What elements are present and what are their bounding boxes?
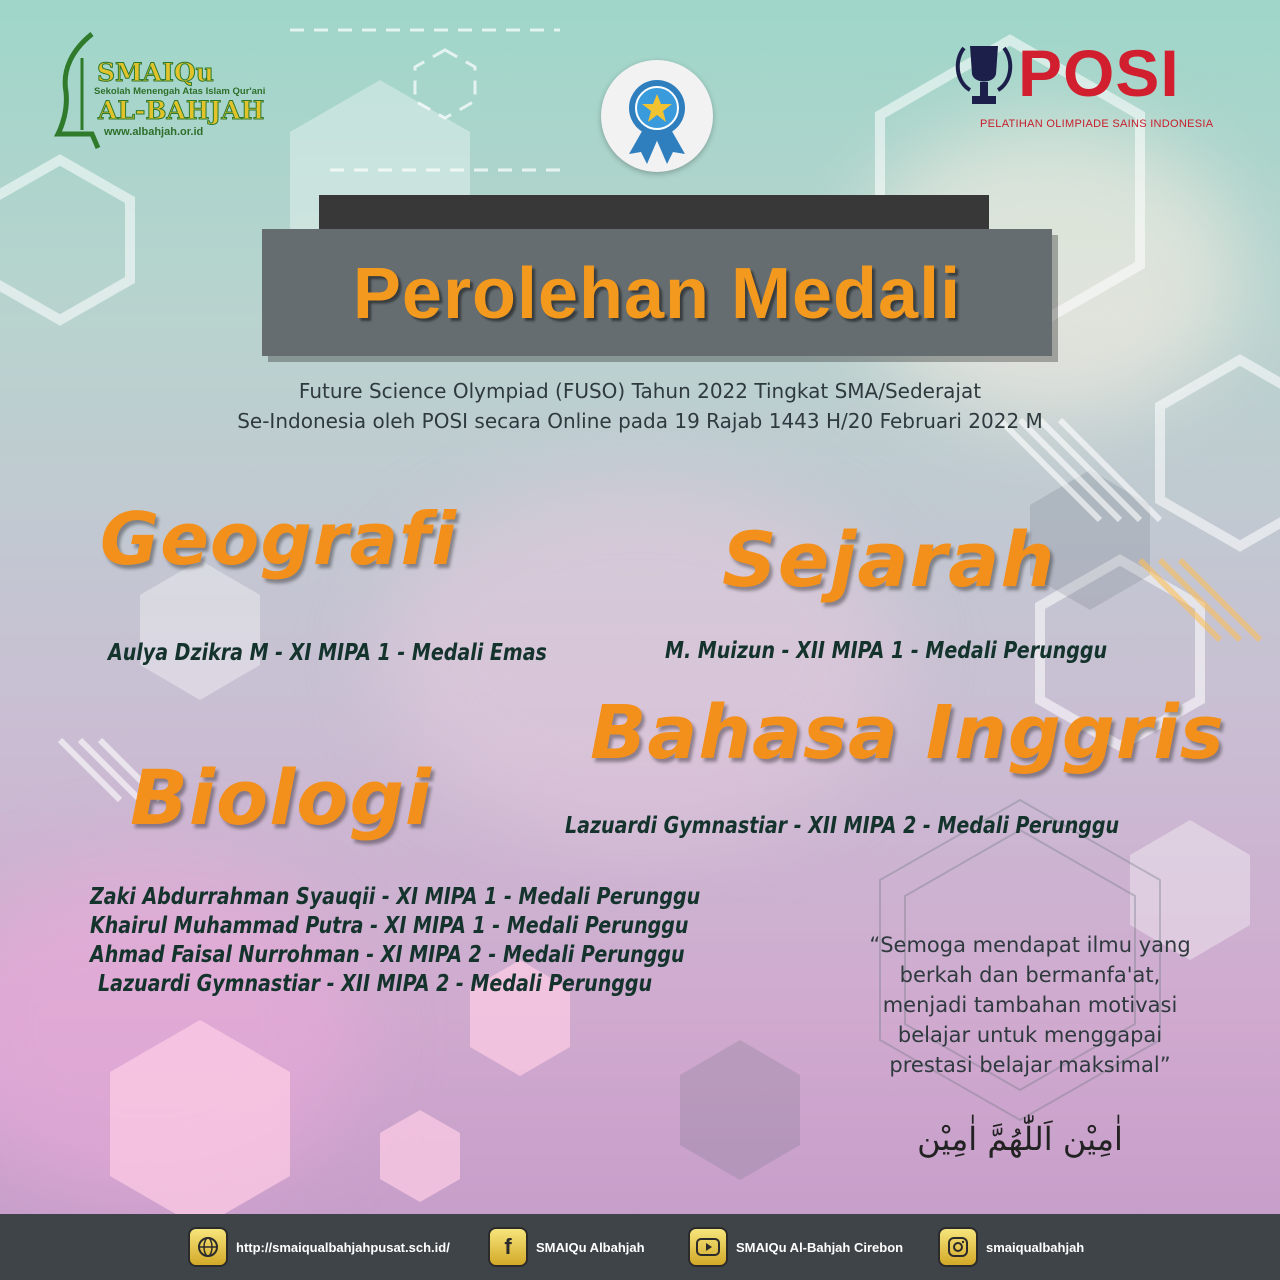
footer-facebook-link[interactable] — [488, 1227, 645, 1267]
biologi-winner-4: Lazuardi Gymnastiar - XII MIPA 2 - Medali Perunggu — [98, 971, 653, 997]
subject-bahasa-inggris-title: Bahasa Inggris — [590, 690, 1225, 776]
ribbon-medal-icon — [601, 60, 713, 172]
posi-tagline: PELATIHAN OLIMPIADE SAINS INDONESIA — [980, 118, 1214, 130]
subject-geografi-title: Geografi — [100, 497, 458, 581]
school-logo — [52, 30, 282, 160]
footer-instagram-label: smaiqualbahjah — [986, 1239, 1085, 1255]
biologi-winner-2: Khairul Muhammad Putra - XI MIPA 1 - Medali Perunggu — [90, 913, 689, 939]
globe-icon — [188, 1227, 228, 1267]
trophy-icon — [950, 38, 1018, 118]
quote-line-1: “Semoga mendapat ilmu yang — [869, 933, 1191, 957]
footer-bar — [0, 1214, 1280, 1280]
footer-youtube-link[interactable] — [688, 1227, 903, 1267]
quote-line-5: prestasi belajar maksimal” — [889, 1053, 1171, 1077]
quote-line-4: belajar untuk menggapai — [897, 1023, 1163, 1047]
biologi-winner-3: Ahmad Faisal Nurrohman - XI MIPA 2 - Medali Perunggu — [90, 942, 685, 968]
school-tagline: Sekolah Menengah Atas Islam Qur'ani — [94, 86, 266, 97]
medal-badge — [601, 60, 713, 172]
footer-facebook-label: SMAIQu Albahjah — [536, 1239, 645, 1255]
footer-website-label: http://smaiqualbahjahpusat.sch.id/ — [236, 1239, 450, 1255]
sejarah-winner-1: M. Muizun - XII MIPA 1 - Medali Perunggu — [665, 638, 1108, 664]
school-short-name: SMAIQu — [97, 58, 214, 87]
title-banner — [262, 229, 1052, 356]
quote-line-3: menjadi tambahan motivasi — [882, 993, 1178, 1017]
quote-line-2: berkah dan bermanfa'at, — [899, 963, 1161, 987]
subject-biologi-title: Biologi — [130, 753, 432, 842]
event-line-2: Se-Indonesia oleh POSI secara Online pada 19 Rajab 1443 H/20 Februari 2022 M — [237, 409, 1043, 433]
closing-quote — [840, 930, 1220, 1080]
youtube-icon — [688, 1227, 728, 1267]
facebook-icon: f — [488, 1227, 528, 1267]
biologi-winner-1: Zaki Abdurrahman Syauqii - XI MIPA 1 - Medali Perunggu — [90, 884, 701, 910]
event-description — [140, 376, 1140, 436]
footer-website-link[interactable] — [188, 1227, 450, 1267]
arabic-prayer: اٰمِيْن اَللّٰهُمَّ اٰمِيْن — [917, 1120, 1123, 1158]
event-line-1: Future Science Olympiad (FUSO) Tahun 2022 Tingkat SMA/Sederajat — [298, 379, 982, 403]
subject-sejarah-title: Sejarah — [722, 515, 1056, 604]
footer-youtube-label: SMAIQu Al-Bahjah Cirebon — [736, 1239, 904, 1255]
posi-logo — [950, 38, 1240, 138]
footer-instagram-link[interactable] — [938, 1227, 1084, 1267]
instagram-icon — [938, 1227, 978, 1267]
school-name: AL-BAHJAH — [98, 96, 265, 125]
page-title: Perolehan Medali — [352, 254, 962, 334]
school-url: www.albahjah.or.id — [104, 126, 204, 138]
bahasa-inggris-winner-1: Lazuardi Gymnastiar - XII MIPA 2 - Medali Perunggu — [565, 813, 1120, 839]
posi-wordmark: POSI — [1018, 36, 1180, 110]
geografi-winner-1: Aulya Dzikra M - XI MIPA 1 - Medali Emas — [108, 640, 547, 666]
